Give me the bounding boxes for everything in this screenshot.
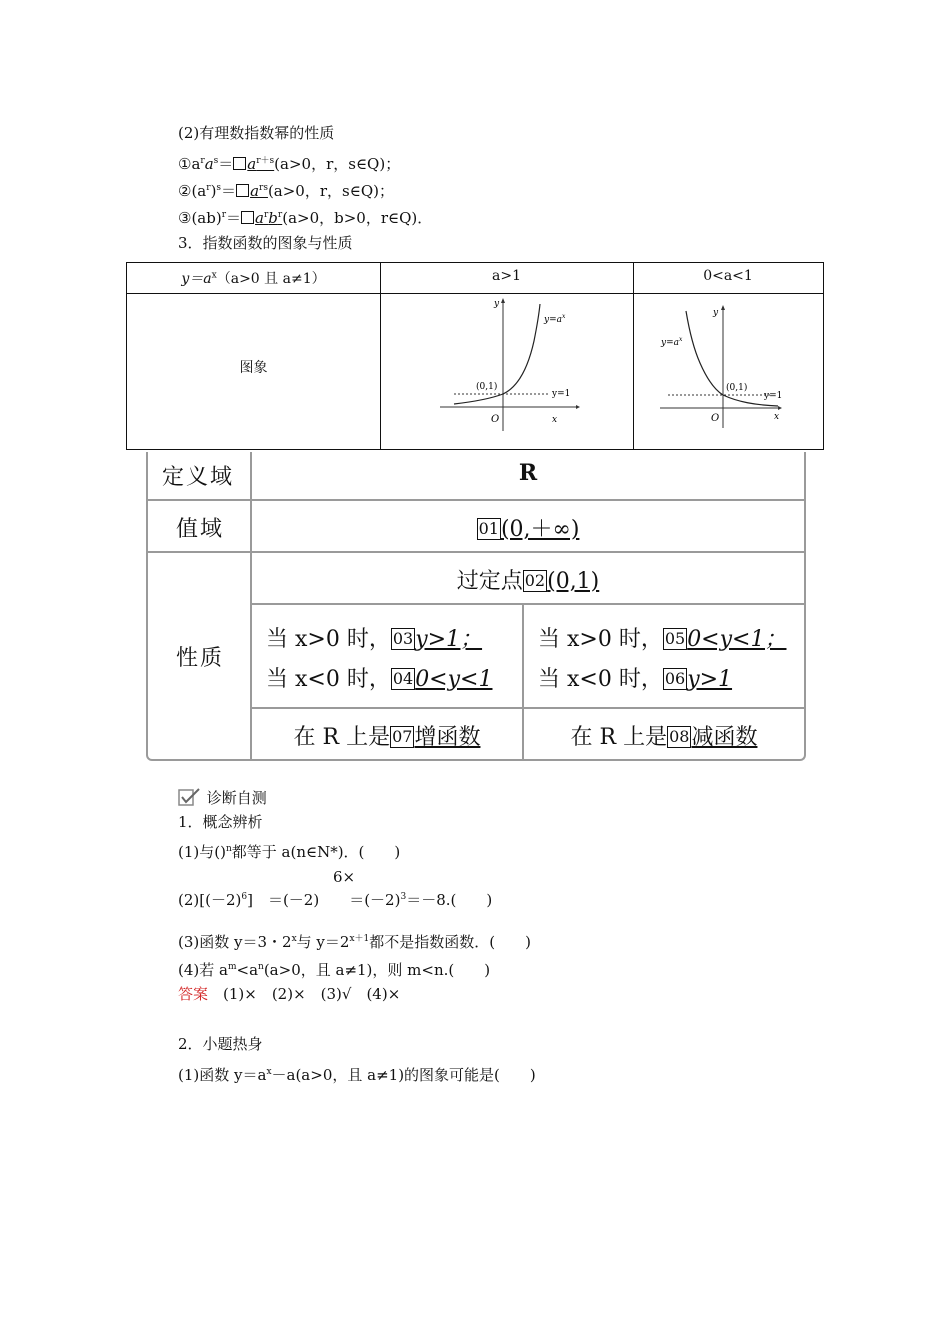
blank-box (233, 157, 246, 170)
graph-table (126, 262, 824, 450)
curve-label: $y=a^x$ (661, 336, 683, 348)
q2-item-1: (1)函数 $y=a^x-a(a>0$，且 a≠1)的图象可能是( ) (178, 1066, 536, 1084)
q1-item-4: (4)若 $a^m<a^n(a>0$，且 a≠1)，则 m<n.( ) (178, 961, 491, 979)
origin-label: O (491, 414, 500, 425)
properties-table (146, 452, 806, 761)
a-lt-1-negative-x: 当 x<0 时， 06y>1 (538, 667, 733, 692)
q1-item-2: $(2)[(-2)^6]$ ＝(－2) $=(-2)^3=-8$.( ) (178, 891, 493, 909)
answer-number: 05 (664, 629, 686, 648)
answer-number: 08 (669, 727, 690, 746)
rule-1: $①a^ra^s= a^{r+s}(a>0$，r，s∈Q)； (178, 155, 401, 173)
header-function: $y=a^x(a>0$ 且 a≠1） (181, 270, 326, 287)
blank-box (241, 211, 254, 224)
properties-label: 性质 (176, 646, 225, 671)
line-label: y=1 (552, 389, 571, 399)
q1-item-1: (1)与()$^n$都等于 a(n∈N*)．( ) (178, 843, 401, 861)
q1-item-3: (3)函数 y＝3・2$^x$与 $y=2^{x+1}$都不是指数函数．( ) (178, 933, 531, 951)
point-label: (0,1) (476, 382, 498, 392)
point-label: (0,1) (726, 383, 748, 393)
graph-a-gt-1 (440, 296, 580, 431)
domain-value: R (518, 460, 538, 486)
answer-line: 答案 (1)× (2)× (3)√ (4)× (178, 985, 401, 1003)
q1-title: 1．概念辨析 (178, 813, 263, 831)
answer-number: 01 (478, 519, 499, 538)
graph-a-lt-1 (660, 303, 790, 433)
q2-title: 2．小题热身 (178, 1035, 263, 1053)
blank-box (236, 184, 249, 197)
x-axis-label: x (774, 412, 780, 422)
range-value: 01(0,＋∞) (478, 517, 580, 542)
a-gt-1-negative-x: 当 x<0 时， 040<y<1 (266, 667, 493, 692)
rule-3: ③(ab)$^r$＝ $a^rb^r(a>0$，b>0，r∈Q)． (178, 209, 433, 227)
check-pencil-icon (178, 787, 202, 807)
monotonic-increasing: 在 R 上是 07增函数 (293, 725, 481, 750)
answer-number: 03 (392, 629, 414, 648)
y-axis-label: y (713, 308, 719, 318)
header-a-gt-1: a>1 (492, 268, 521, 284)
curve-label: $y=a^x$ (544, 313, 566, 325)
q1-item-2-exponent: 6× (333, 868, 356, 886)
x-axis-label: x (552, 415, 558, 425)
rule-2: $②(a^r)^s= a^{rs}(a>0$，r，s∈Q)； (178, 182, 394, 200)
a-gt-1-positive-x: 当 x>0 时， 03y>1； (266, 627, 483, 652)
answer-number: 06 (664, 669, 686, 688)
answer-number: 07 (392, 727, 413, 746)
y-axis-label: y (494, 299, 500, 309)
origin-label: O (711, 413, 720, 424)
header-a-lt-1: 0<a<1 (703, 268, 753, 284)
row-label-graph: 图象 (239, 360, 268, 376)
diagnostic-heading: 诊断自测 (178, 787, 267, 808)
section-title: (2)有理数指数幂的性质 (178, 124, 335, 142)
answer-number: 02 (524, 571, 546, 590)
answer-number: 04 (392, 669, 414, 688)
range-label: 值域 (176, 517, 225, 542)
domain-label: 定义域 (162, 465, 235, 490)
section-title: 3．指数函数的图象与性质 (178, 234, 353, 252)
answer-label: 答案 (178, 985, 209, 1003)
a-lt-1-positive-x: 当 x>0 时， 050<y<1； (538, 627, 787, 652)
monotonic-decreasing: 在 R 上是 08减函数 (570, 725, 758, 750)
fixed-point: 过定点 02(0,1) (456, 569, 600, 594)
line-label: y=1 (764, 391, 783, 401)
